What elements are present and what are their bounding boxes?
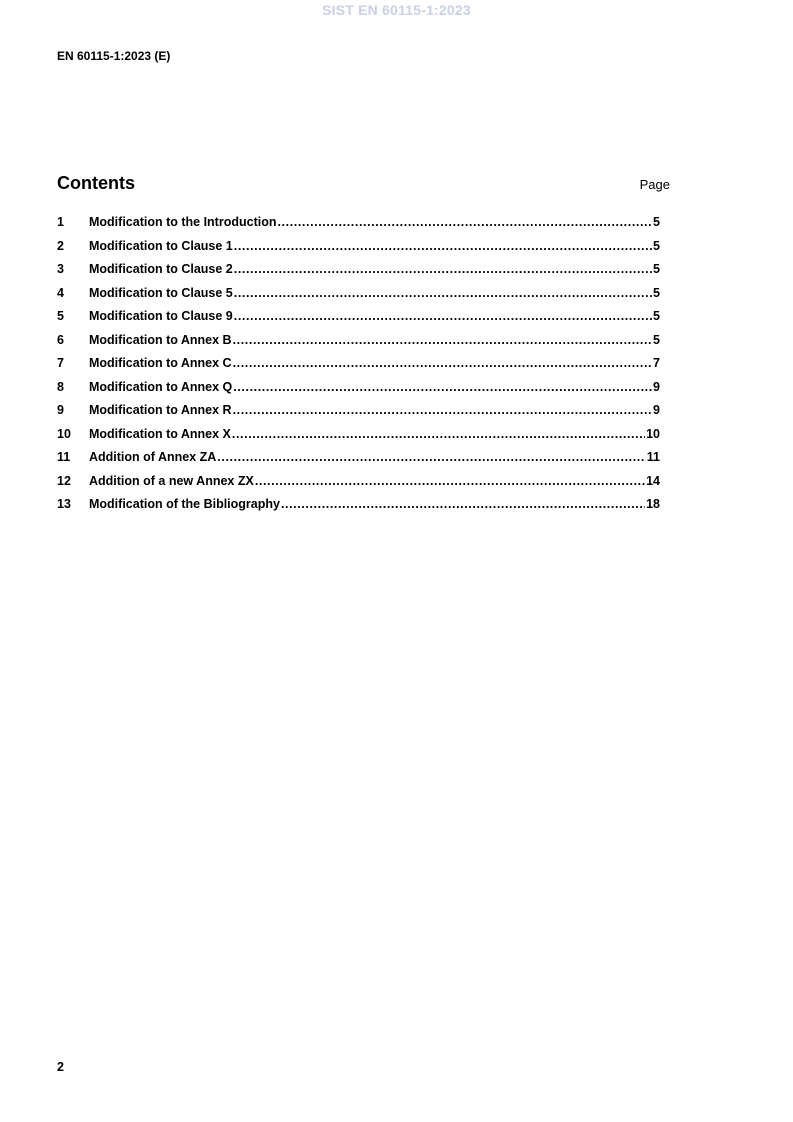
toc-entry-number: 13 (57, 497, 71, 511)
page-number: 2 (57, 1060, 64, 1074)
toc-entry-number: 8 (57, 379, 64, 394)
toc-dot-leader (233, 356, 652, 370)
toc-entry[interactable] (57, 262, 660, 286)
toc-entry-number: 4 (57, 285, 64, 300)
toc-entry-page[interactable]: 10 (646, 426, 660, 441)
toc-entry-number: 5 (57, 309, 64, 323)
toc-dot-leader (232, 427, 645, 441)
toc-entry-number: 10 (57, 426, 71, 441)
toc-dot-leader (281, 497, 645, 511)
toc-entry[interactable] (57, 450, 660, 474)
toc-entry-page[interactable]: 7 (653, 356, 660, 370)
toc-entry[interactable] (57, 356, 660, 380)
toc-entry-number: 6 (57, 332, 64, 347)
toc-entry-page[interactable]: 18 (646, 497, 660, 511)
toc-entry-title[interactable]: Modification of the Bibliography (89, 497, 280, 511)
toc-entry-page[interactable]: 9 (653, 379, 660, 394)
toc-entry[interactable] (57, 380, 660, 404)
toc-entry-title[interactable]: Modification to Clause 9 (89, 309, 233, 323)
toc-dot-leader (234, 239, 652, 253)
toc-entry-number: 2 (57, 238, 64, 253)
toc-entry-page[interactable]: 11 (646, 450, 660, 464)
toc-entry-title[interactable]: Modification to Clause 2 (89, 262, 233, 276)
toc-entry[interactable] (57, 474, 660, 498)
toc-entry-page[interactable]: 5 (653, 262, 660, 276)
toc-entry-title[interactable]: Modification to Annex X (89, 426, 231, 441)
toc-entry[interactable] (57, 215, 660, 239)
toc-entry-title[interactable]: Modification to Annex Q (89, 379, 233, 394)
toc-entry-title[interactable]: Addition of a new Annex ZX (89, 473, 254, 488)
toc-dot-leader (234, 286, 652, 300)
toc-entry[interactable] (57, 333, 660, 357)
toc-entry-title[interactable]: Modification to Annex R (89, 403, 232, 417)
toc-dot-leader (234, 309, 652, 323)
toc-entry-number: 7 (57, 356, 64, 370)
toc-dot-leader (217, 450, 645, 464)
toc-dot-leader (234, 262, 652, 276)
toc-entry-page[interactable]: 5 (653, 309, 660, 323)
toc-entry-page[interactable]: 5 (653, 332, 660, 347)
toc-entry-page[interactable]: 5 (653, 215, 660, 229)
toc-entry-title[interactable]: Modification to Annex C (89, 356, 232, 370)
toc-entry-page[interactable]: 14 (646, 473, 660, 488)
toc-dot-leader (233, 380, 652, 394)
toc-entry-title[interactable]: Modification to Clause 5 (89, 285, 233, 300)
toc-entry-number: 3 (57, 262, 64, 276)
toc-entry[interactable] (57, 239, 660, 263)
toc-entry-title[interactable]: Modification to Clause 1 (89, 238, 233, 253)
page-column-label: Page (639, 177, 670, 192)
toc-entry-number: 11 (57, 450, 71, 464)
watermark: SIST EN 60115-1:2023 (322, 2, 471, 18)
document-id: EN 60115-1:2023 (E) (57, 49, 171, 63)
toc-entry-title[interactable]: Modification to the Introduction (89, 215, 277, 229)
toc-entry[interactable] (57, 286, 660, 310)
toc-dot-leader (255, 474, 645, 488)
toc-dot-leader (233, 403, 652, 417)
toc-entry-page[interactable]: 5 (653, 238, 660, 253)
table-of-contents (57, 215, 660, 521)
contents-heading: Contents (57, 173, 135, 193)
toc-entry-page[interactable]: 9 (653, 403, 660, 417)
toc-entry-number: 12 (57, 473, 71, 488)
toc-entry-number: 1 (57, 215, 64, 229)
toc-entry[interactable] (57, 497, 660, 521)
toc-entry-page[interactable]: 5 (653, 285, 660, 300)
toc-entry-title[interactable]: Addition of Annex ZA (89, 450, 217, 464)
toc-entry[interactable] (57, 403, 660, 427)
toc-entry[interactable] (57, 427, 660, 451)
toc-dot-leader (233, 333, 652, 347)
toc-entry-title[interactable]: Modification to Annex B (89, 332, 232, 347)
toc-entry-number: 9 (57, 403, 64, 417)
toc-dot-leader (277, 215, 652, 229)
toc-entry[interactable] (57, 309, 660, 333)
